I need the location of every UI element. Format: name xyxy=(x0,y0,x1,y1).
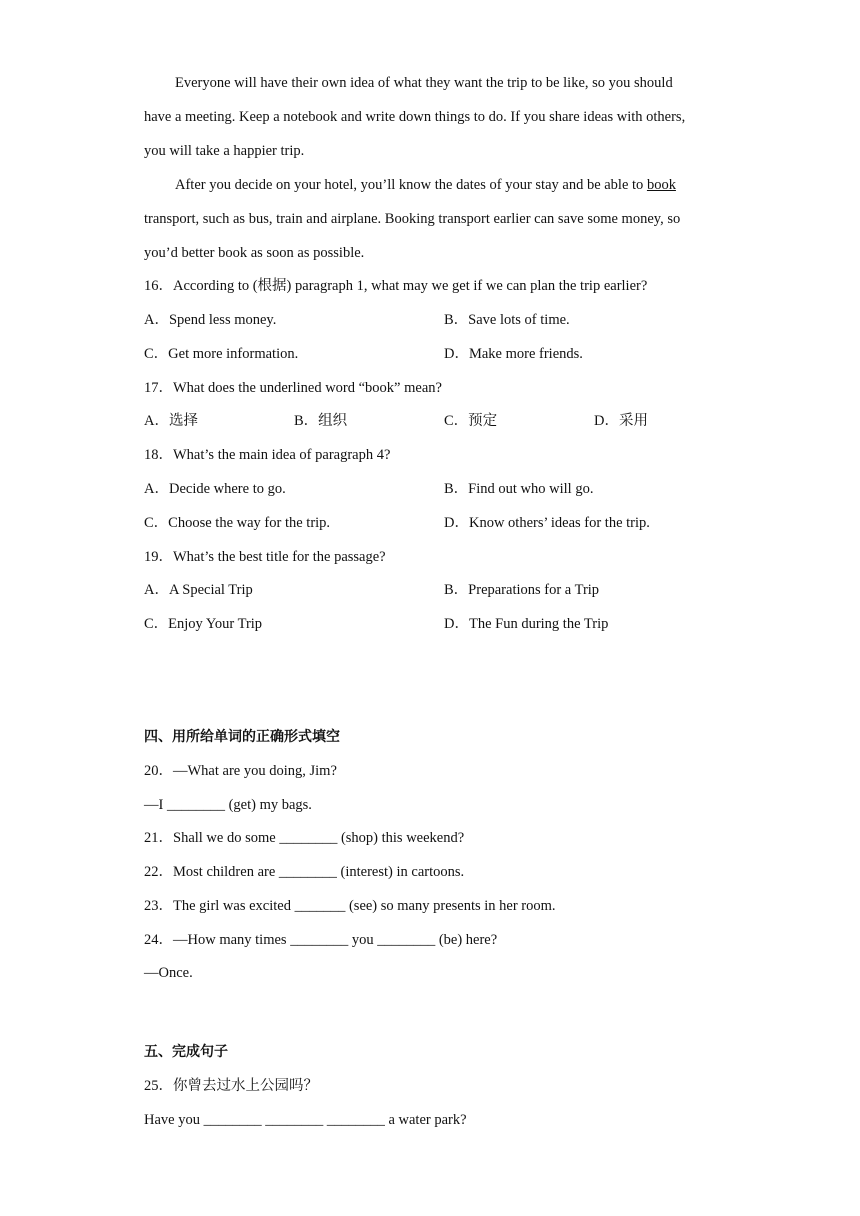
underlined-word: book xyxy=(646,177,676,193)
option-b: B．Find out who will go. xyxy=(444,481,594,497)
option-b: B．Save lots of time. xyxy=(444,312,570,328)
exercise-line: Have you ________ ________ ________ a water park? xyxy=(144,1112,467,1128)
option-c: C．Choose the way for the trip. xyxy=(144,515,331,531)
exercise-line: —Once. xyxy=(144,965,193,981)
option-a: A．Decide where to go. xyxy=(144,481,286,497)
option-c: C．预定 xyxy=(444,413,498,429)
option-d: D．Make more friends. xyxy=(444,346,583,362)
question-stem: 16．According to (根据) paragraph 1, what may we get if we can plan the trip earlier? xyxy=(144,278,648,294)
question-stem: 18．What’s the main idea of paragraph 4? xyxy=(144,447,391,463)
passage-line: you’d better book as soon as possible. xyxy=(144,245,365,261)
question-stem: 19．What’s the best title for the passage? xyxy=(144,549,386,565)
option-a: A．Spend less money. xyxy=(144,312,277,328)
question-stem: 17．What does the underlined word “book” mean? xyxy=(144,380,442,396)
exercise-line: 20．—What are you doing, Jim? xyxy=(144,763,337,779)
option-b: B．Preparations for a Trip xyxy=(444,582,600,598)
option-b: B．组织 xyxy=(294,413,348,429)
passage-line: you will take a happier trip. xyxy=(144,143,305,159)
option-a: A．选择 xyxy=(144,413,198,429)
exercise-line: 25．你曾去过水上公园吗？ xyxy=(144,1078,318,1094)
option-d: D．Know others’ ideas for the trip. xyxy=(444,515,650,531)
exercise-line: 22．Most children are ________ (interest) in cartoons. xyxy=(144,864,465,880)
exercise-line: 21．Shall we do some ________ (shop) this weekend? xyxy=(144,830,465,846)
passage-line: Everyone will have their own idea of what they want the trip to be like, so you should xyxy=(175,75,673,91)
option-d: D．采用 xyxy=(594,413,648,429)
section-heading: 四、用所给单词的正确形式填空 xyxy=(144,729,340,745)
exercise-line: 23．The girl was excited _______ (see) so many presents in her room. xyxy=(144,898,556,914)
section-heading: 五、完成句子 xyxy=(144,1044,228,1060)
passage-line: have a meeting. Keep a notebook and write down things to do. If you share ideas with others, xyxy=(144,109,686,125)
passage-line: transport, such as bus, train and airplane. Booking transport earlier can save some money, so xyxy=(144,211,681,227)
option-d: D．The Fun during the Trip xyxy=(444,616,609,632)
option-a: A．A Special Trip xyxy=(144,582,253,598)
exercise-line: 24．—How many times ________ you ________ (be) here? xyxy=(144,932,498,948)
exercise-line: —I ________ (get) my bags. xyxy=(144,797,312,813)
passage-text: After you decide on your hotel, you’ll know the dates of your stay and be able to xyxy=(175,177,647,193)
option-c: C．Get more information. xyxy=(144,346,299,362)
passage-line xyxy=(175,176,676,194)
option-c: C．Enjoy Your Trip xyxy=(144,616,263,632)
